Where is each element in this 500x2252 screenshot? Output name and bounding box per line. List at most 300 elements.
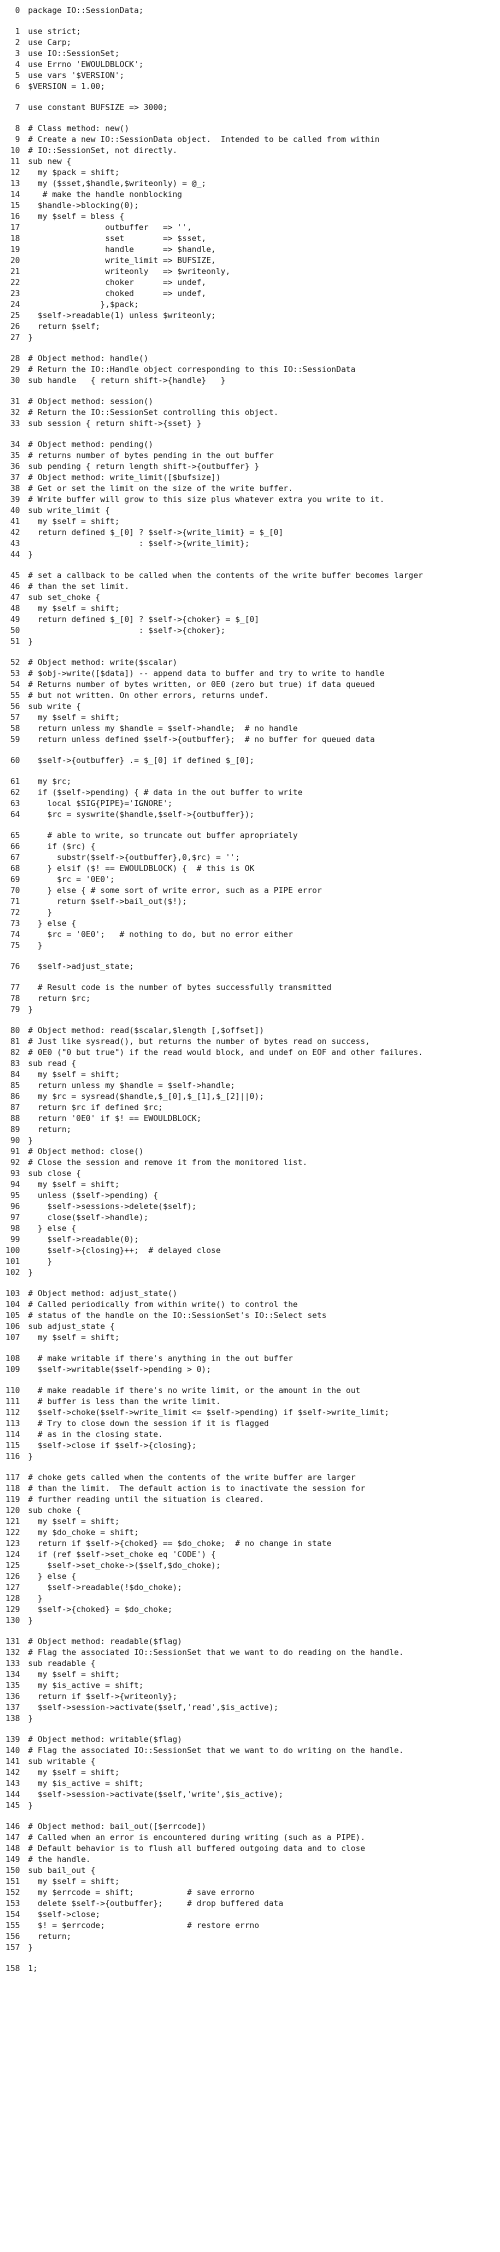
line-text: return defined $_[0] ? $self->{write_limit} = $_[0] — [28, 528, 284, 537]
line-text: # Object method: writable($flag) — [28, 1735, 183, 1744]
line-number: 108 — [5, 1354, 20, 1363]
code-line — [0, 1887, 500, 1898]
code-line — [0, 5, 500, 16]
line-number: 116 — [5, 1452, 20, 1461]
code-line — [0, 255, 500, 266]
code-line — [0, 776, 500, 787]
line-text: use IO::SessionSet; — [28, 49, 120, 58]
line-number: 115 — [5, 1441, 20, 1450]
code-line — [0, 299, 500, 310]
code-block — [0, 776, 500, 830]
code-block — [0, 439, 500, 570]
line-number: 154 — [5, 1910, 20, 1919]
line-number: 72 — [10, 908, 20, 917]
line-text: } — [28, 1616, 33, 1625]
line-number: 33 — [10, 419, 20, 428]
line-text: my $is_active = shift; — [28, 1681, 144, 1690]
code-line — [0, 1615, 500, 1626]
line-number: 92 — [10, 1158, 20, 1167]
line-text: # Object method: pending() — [28, 440, 154, 449]
line-number: 132 — [5, 1648, 20, 1657]
line-number: 45 — [10, 571, 20, 580]
code-line — [0, 1483, 500, 1494]
line-number: 95 — [10, 1191, 20, 1200]
line-text: my $do_choke = shift; — [28, 1528, 139, 1537]
line-text: # Called when an error is encountered during writing (such as a PIPE). — [28, 1833, 366, 1842]
line-number: 19 — [10, 245, 20, 254]
code-line — [0, 1604, 500, 1615]
line-text: # Return the IO::Handle object corresponding to this IO::SessionData — [28, 365, 356, 374]
code-line — [0, 1472, 500, 1483]
line-number: 55 — [10, 691, 20, 700]
line-number: 124 — [5, 1550, 20, 1559]
line-number: 150 — [5, 1866, 20, 1875]
line-number: 35 — [10, 451, 20, 460]
code-block — [0, 396, 500, 439]
line-number: 63 — [10, 799, 20, 808]
line-text: # returns number of bytes pending in the out buffer — [28, 451, 274, 460]
code-line — [0, 439, 500, 450]
code-line — [0, 1832, 500, 1843]
line-number: 89 — [10, 1125, 20, 1134]
code-line — [0, 505, 500, 516]
code-line — [0, 1396, 500, 1407]
line-number: 32 — [10, 408, 20, 417]
line-number: 111 — [5, 1397, 20, 1406]
line-text: my $self = shift; — [28, 1768, 120, 1777]
code-line — [0, 907, 500, 918]
line-text: $rc = syswrite($handle,$self->{outbuffer}); — [28, 810, 255, 819]
code-line — [0, 1767, 500, 1778]
line-number: 37 — [10, 473, 20, 482]
code-line — [0, 1168, 500, 1179]
line-text: } — [28, 1136, 33, 1145]
code-line — [0, 450, 500, 461]
code-line — [0, 407, 500, 418]
code-line — [0, 1385, 500, 1396]
line-text: # than the limit. The default action is to inactivate the session for — [28, 1484, 366, 1493]
line-text: my $self = shift; — [28, 1670, 120, 1679]
line-text: $rc = '0E0'; # nothing to do, but no error either — [28, 930, 293, 939]
code-line — [0, 200, 500, 211]
line-number: 58 — [10, 724, 20, 733]
line-number: 131 — [5, 1637, 20, 1646]
code-line — [0, 353, 500, 364]
code-line — [0, 277, 500, 288]
code-block — [0, 1734, 500, 1821]
code-line — [0, 1658, 500, 1669]
line-text: # make the handle nonblocking — [28, 190, 183, 199]
line-text: my $errcode = shift; # save errorno — [28, 1888, 255, 1897]
code-line — [0, 70, 500, 81]
line-number: 22 — [10, 278, 20, 287]
line-number: 56 — [10, 702, 20, 711]
line-number: 80 — [10, 1026, 20, 1035]
line-number: 62 — [10, 788, 20, 797]
line-text: # Class method: new() — [28, 124, 130, 133]
line-text: # but not written. On other errors, returns undef. — [28, 691, 269, 700]
line-number: 143 — [5, 1779, 20, 1788]
line-text: choker => undef, — [28, 278, 207, 287]
line-text: # Object method: readable($flag) — [28, 1637, 183, 1646]
code-line — [0, 690, 500, 701]
line-number: 11 — [10, 157, 20, 166]
line-text: # Get or set the limit on the size of the write buffer. — [28, 484, 293, 493]
code-line — [0, 48, 500, 59]
line-text: } — [28, 1268, 33, 1277]
line-number: 85 — [10, 1081, 20, 1090]
code-line — [0, 1245, 500, 1256]
line-text: # Object method: read($scalar,$length [,$offset]) — [28, 1026, 265, 1035]
code-line — [0, 1157, 500, 1168]
line-text: # Create a new IO::SessionData object. Intended to be called from within — [28, 135, 380, 144]
line-text: $self->readable(1) unless $writeonly; — [28, 311, 216, 320]
code-line — [0, 1942, 500, 1953]
line-text: sub choke { — [28, 1506, 81, 1515]
line-text: } — [28, 908, 53, 917]
code-line — [0, 178, 500, 189]
line-number: 8 — [15, 124, 20, 133]
line-text: sub close { — [28, 1169, 81, 1178]
code-line — [0, 1680, 500, 1691]
line-text: return $self; — [28, 322, 101, 331]
line-text: # buffer is less than the write limit. — [28, 1397, 221, 1406]
line-text: # further reading until the situation is cleared. — [28, 1495, 265, 1504]
line-number: 65 — [10, 831, 20, 840]
code-line — [0, 1582, 500, 1593]
line-text: return '0E0' if $! == EWOULDBLOCK; — [28, 1114, 202, 1123]
line-number: 6 — [15, 82, 20, 91]
line-text: return if $self->{writeonly}; — [28, 1692, 178, 1701]
line-text: # Object method: handle() — [28, 354, 149, 363]
code-line — [0, 1713, 500, 1724]
line-text: my $self = shift; — [28, 1333, 120, 1342]
line-number: 144 — [5, 1790, 20, 1799]
code-block — [0, 1472, 500, 1636]
line-text: my $rc = sysread($handle,$_[0],$_[1],$_[2]||0); — [28, 1092, 265, 1101]
line-number: 137 — [5, 1703, 20, 1712]
code-line — [0, 461, 500, 472]
code-line — [0, 1909, 500, 1920]
line-number: 57 — [10, 713, 20, 722]
line-number: 158 — [5, 1964, 20, 1973]
code-line — [0, 1963, 500, 1974]
code-line — [0, 1560, 500, 1571]
line-text: $handle->blocking(0); — [28, 201, 139, 210]
code-line — [0, 701, 500, 712]
code-line — [0, 1025, 500, 1036]
code-line — [0, 1538, 500, 1549]
code-line — [0, 1647, 500, 1658]
line-number: 101 — [5, 1257, 20, 1266]
code-line — [0, 636, 500, 647]
line-text: $VERSION = 1.00; — [28, 82, 106, 91]
code-line — [0, 863, 500, 874]
line-text: use Carp; — [28, 38, 72, 47]
code-line — [0, 1080, 500, 1091]
code-block — [0, 961, 500, 982]
line-text: use constant BUFSIZE => 3000; — [28, 103, 168, 112]
line-text: return $rc if defined $rc; — [28, 1103, 163, 1112]
line-text: } elsif ($! == EWOULDBLOCK) { # this is OK — [28, 864, 255, 873]
code-line — [0, 809, 500, 820]
line-number: 136 — [5, 1692, 20, 1701]
line-text: : $self->{write_limit}; — [28, 539, 250, 548]
line-number: 133 — [5, 1659, 20, 1668]
line-number: 91 — [10, 1147, 20, 1156]
line-number: 119 — [5, 1495, 20, 1504]
code-line — [0, 1058, 500, 1069]
line-text: # status of the handle on the IO::SessionSet's IO::Select sets — [28, 1311, 327, 1320]
code-line — [0, 1310, 500, 1321]
code-line — [0, 1702, 500, 1713]
line-number: 153 — [5, 1899, 20, 1908]
line-number: 3 — [15, 49, 20, 58]
code-line — [0, 1102, 500, 1113]
line-text: use strict; — [28, 27, 81, 36]
line-text: sub handle { return shift->{handle} } — [28, 376, 226, 385]
line-number: 86 — [10, 1092, 20, 1101]
line-number: 79 — [10, 1005, 20, 1014]
line-number: 36 — [10, 462, 20, 471]
line-text: package IO::SessionData; — [28, 6, 144, 15]
line-number: 38 — [10, 484, 20, 493]
line-number: 74 — [10, 930, 20, 939]
line-text: # Object method: close() — [28, 1147, 144, 1156]
line-text: } else { — [28, 1224, 77, 1233]
code-line — [0, 26, 500, 37]
code-block — [0, 1288, 500, 1353]
code-line — [0, 123, 500, 134]
line-number: 53 — [10, 669, 20, 678]
line-text: } — [28, 1594, 43, 1603]
line-text: $self->{choked} = $do_choke; — [28, 1605, 173, 1614]
line-number: 13 — [10, 179, 20, 188]
code-line — [0, 1669, 500, 1680]
line-number: 99 — [10, 1235, 20, 1244]
code-line — [0, 1190, 500, 1201]
line-number: 128 — [5, 1594, 20, 1603]
line-number: 51 — [10, 637, 20, 646]
line-number: 44 — [10, 550, 20, 559]
line-number: 28 — [10, 354, 20, 363]
code-line — [0, 1364, 500, 1375]
code-line — [0, 592, 500, 603]
line-text: $rc = '0E0'; — [28, 875, 115, 884]
code-line — [0, 1004, 500, 1015]
line-text: my $is_active = shift; — [28, 1779, 144, 1788]
line-text: use Errno 'EWOULDBLOCK'; — [28, 60, 144, 69]
code-line — [0, 1429, 500, 1440]
line-number: 21 — [10, 267, 20, 276]
line-text: unless ($self->pending) { — [28, 1191, 159, 1200]
line-number: 112 — [5, 1408, 20, 1417]
code-line — [0, 1593, 500, 1604]
code-line — [0, 1636, 500, 1647]
line-number: 106 — [5, 1322, 20, 1331]
code-line — [0, 1756, 500, 1767]
line-number: 109 — [5, 1365, 20, 1374]
line-number: 4 — [15, 60, 20, 69]
code-block — [0, 657, 500, 755]
line-text: $self->session->activate($self,'write',$is_active); — [28, 1790, 284, 1799]
code-line — [0, 396, 500, 407]
line-text: sub write { — [28, 702, 81, 711]
line-number: 123 — [5, 1539, 20, 1548]
line-number: 125 — [5, 1561, 20, 1570]
line-number: 104 — [5, 1300, 20, 1309]
line-number: 23 — [10, 289, 20, 298]
code-line — [0, 1821, 500, 1832]
code-line — [0, 1212, 500, 1223]
line-number: 18 — [10, 234, 20, 243]
code-line — [0, 1407, 500, 1418]
line-number: 16 — [10, 212, 20, 221]
line-text: # 0E0 ("0 but true") if the read would block, and undef on EOF and other failures. — [28, 1048, 423, 1057]
code-line — [0, 1516, 500, 1527]
line-text: sub bail_out { — [28, 1866, 96, 1875]
code-line — [0, 787, 500, 798]
line-number: 14 — [10, 190, 20, 199]
code-line — [0, 549, 500, 560]
code-line — [0, 1778, 500, 1789]
line-number: 60 — [10, 756, 20, 765]
line-text: local $SIG{PIPE}='IGNORE'; — [28, 799, 173, 808]
line-text: sub pending { return length shift->{outbuffer} } — [28, 462, 260, 471]
line-text: # Object method: session() — [28, 397, 154, 406]
line-number: 39 — [10, 495, 20, 504]
code-line — [0, 1069, 500, 1080]
code-block — [0, 26, 500, 102]
line-number: 94 — [10, 1180, 20, 1189]
code-line — [0, 625, 500, 636]
line-text: # Flag the associated IO::SessionSet that we want to do reading on the handle. — [28, 1648, 404, 1657]
line-text: # Default behavior is to flush all buffered outgoing data and to close — [28, 1844, 366, 1853]
code-line — [0, 81, 500, 92]
code-line — [0, 1865, 500, 1876]
code-line — [0, 1571, 500, 1582]
line-number: 67 — [10, 853, 20, 862]
line-text: my ($sset,$handle,$writeonly) = @_; — [28, 179, 207, 188]
line-number: 156 — [5, 1932, 20, 1941]
line-number: 100 — [5, 1246, 20, 1255]
line-number: 49 — [10, 615, 20, 624]
code-line — [0, 310, 500, 321]
line-text: # Result code is the number of bytes successfully transmitted — [28, 983, 332, 992]
line-text: choked => undef, — [28, 289, 207, 298]
code-line — [0, 852, 500, 863]
code-line — [0, 516, 500, 527]
code-line — [0, 1418, 500, 1429]
line-number: 149 — [5, 1855, 20, 1864]
line-text: $self->choke($self->write_limit <= $self->pending) if $self->write_limit; — [28, 1408, 390, 1417]
code-line — [0, 961, 500, 972]
line-number: 47 — [10, 593, 20, 602]
line-text: 1; — [28, 1964, 38, 1973]
line-text: } — [28, 1943, 33, 1952]
line-number: 10 — [10, 146, 20, 155]
code-line — [0, 614, 500, 625]
line-number: 122 — [5, 1528, 20, 1537]
line-number: 98 — [10, 1224, 20, 1233]
line-number: 103 — [5, 1289, 20, 1298]
line-number: 141 — [5, 1757, 20, 1766]
code-block — [0, 123, 500, 353]
code-block — [0, 5, 500, 26]
code-line — [0, 1146, 500, 1157]
code-line — [0, 1734, 500, 1745]
line-text: outbuffer => '', — [28, 223, 192, 232]
code-line — [0, 581, 500, 592]
line-text: $self->readable(0); — [28, 1235, 139, 1244]
line-number: 148 — [5, 1844, 20, 1853]
line-text: : $self->{choker}; — [28, 626, 226, 635]
line-text: $self->readable(!$do_choke); — [28, 1583, 183, 1592]
line-number: 40 — [10, 506, 20, 515]
code-block — [0, 1821, 500, 1963]
line-number: 7 — [15, 103, 20, 112]
line-text: sub write_limit { — [28, 506, 110, 515]
code-line — [0, 1201, 500, 1212]
line-text: # IO::SessionSet, not directly. — [28, 146, 178, 155]
line-number: 26 — [10, 322, 20, 331]
line-number: 9 — [15, 135, 20, 144]
line-text: } — [28, 1714, 33, 1723]
line-text: # make readable if there's no write limit, or the amount in the out — [28, 1386, 361, 1395]
code-line — [0, 145, 500, 156]
line-text: return if $self->{choked} == $do_choke; # no change in state — [28, 1539, 332, 1548]
code-line — [0, 1854, 500, 1865]
line-text: substr($self->{outbuffer},0,$rc) = ''; — [28, 853, 240, 862]
code-line — [0, 1440, 500, 1451]
line-number: 0 — [15, 6, 20, 15]
line-number: 120 — [5, 1506, 20, 1515]
code-line — [0, 755, 500, 766]
code-line — [0, 1800, 500, 1811]
code-line — [0, 668, 500, 679]
line-text: return unless defined $self->{outbuffer}; # no buffer for queued data — [28, 735, 375, 744]
line-text: # Returns number of bytes written, or 0E0 (zero but true) if data queued — [28, 680, 375, 689]
line-text: return $self->bail_out($!); — [28, 897, 187, 906]
line-text: # Called periodically from within write() to control the — [28, 1300, 298, 1309]
line-number: 135 — [5, 1681, 20, 1690]
line-text: return unless my $handle = $self->handle; # no handle — [28, 724, 298, 733]
line-number: 34 — [10, 440, 20, 449]
code-line — [0, 1931, 500, 1942]
code-line — [0, 244, 500, 255]
code-line — [0, 929, 500, 940]
line-number: 5 — [15, 71, 20, 80]
line-text: # $obj->write([$data]) -- append data to buffer and try to write to handle — [28, 669, 385, 678]
line-text: } — [28, 1005, 33, 1014]
line-text: writeonly => $writeonly, — [28, 267, 231, 276]
line-text: # the handle. — [28, 1855, 91, 1864]
code-block — [0, 570, 500, 657]
code-line — [0, 841, 500, 852]
code-block — [0, 1385, 500, 1472]
code-block — [0, 1636, 500, 1734]
line-number: 81 — [10, 1037, 20, 1046]
line-number: 151 — [5, 1877, 20, 1886]
line-number: 145 — [5, 1801, 20, 1810]
line-number: 146 — [5, 1822, 20, 1831]
line-number: 77 — [10, 983, 20, 992]
line-number: 69 — [10, 875, 20, 884]
line-text: # Object method: bail_out([$errcode]) — [28, 1822, 207, 1831]
line-text: # Return the IO::SessionSet controlling this object. — [28, 408, 279, 417]
line-text: my $self = shift; — [28, 1877, 120, 1886]
code-line — [0, 102, 500, 113]
